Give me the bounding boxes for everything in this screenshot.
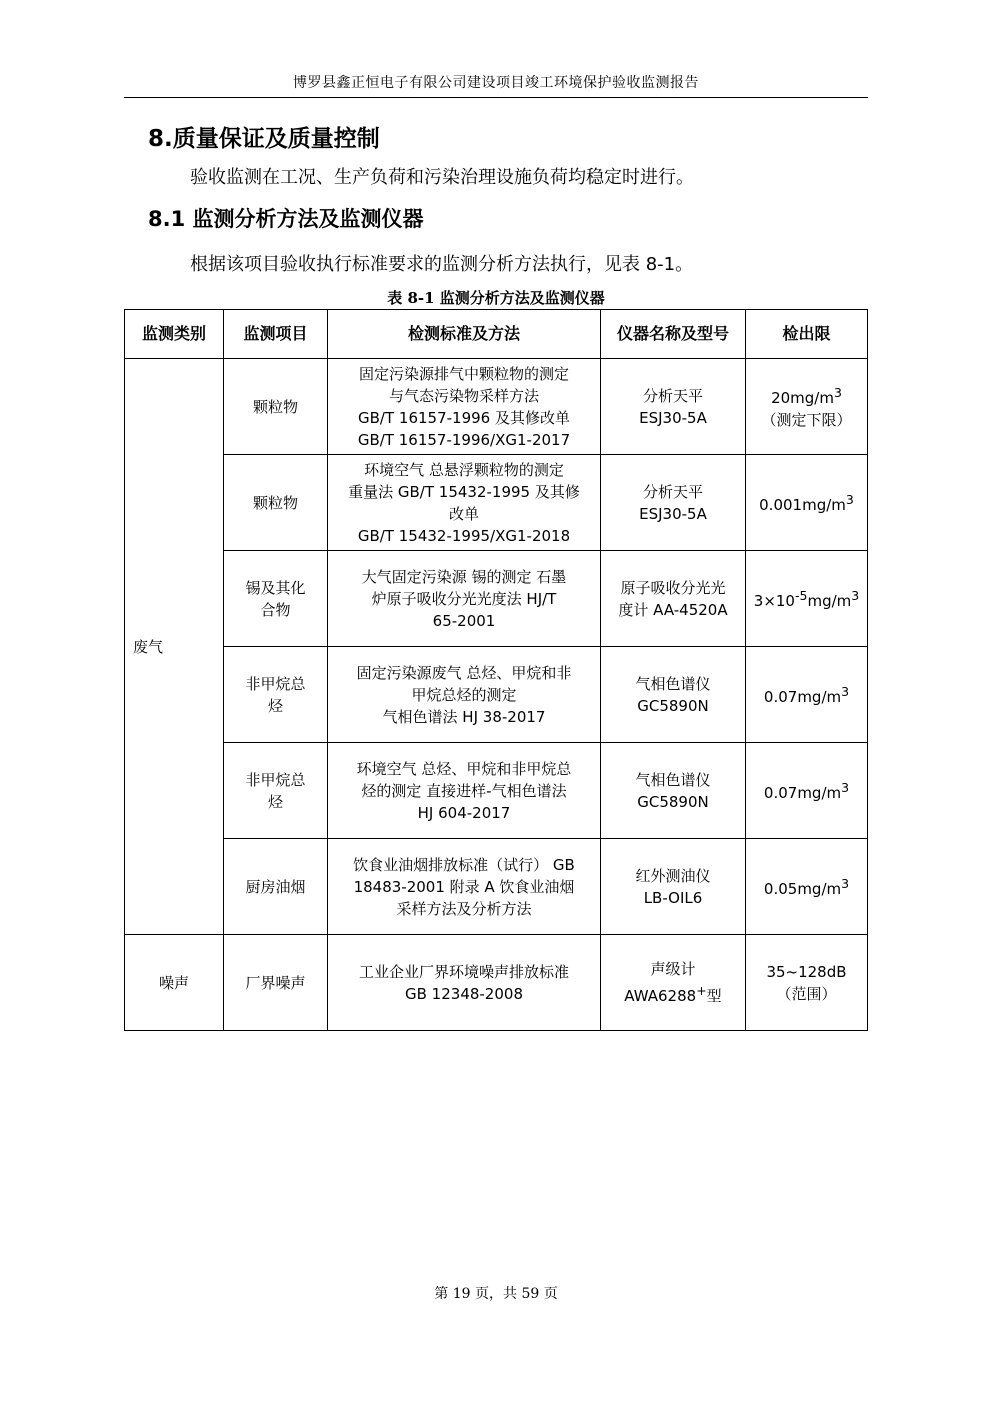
limit-text: 20mg/m (771, 389, 834, 407)
header-category: 监测类别 (125, 310, 224, 359)
limit-note: （测定下限） (761, 411, 852, 429)
limit-superscript: 3 (851, 588, 860, 603)
method-line: 大气固定污染源 锡的测定 石墨 (361, 567, 567, 586)
method-line: 炉原子吸收分光光度法 HJ/T (371, 589, 557, 608)
method-cell (328, 359, 601, 455)
item-cell (224, 647, 328, 743)
method-line: 饮食业油烟排放标准（试行） GB (353, 855, 575, 874)
instrument-name: 分析天平 (642, 482, 703, 501)
instrument-suffix: 型 (706, 987, 722, 1005)
instrument-name: 气相色谱仪 (635, 770, 711, 789)
method-line: 改单 (448, 504, 479, 523)
limit-superscript: 3 (845, 492, 854, 507)
method-line: 65-2001 (432, 611, 496, 630)
method-line: 烃的测定 直接进样-气相色谱法 (361, 781, 567, 800)
method-line: GB/T 16157-1996/XG1-2017 (357, 430, 571, 449)
limit-text: 0.05mg/m (763, 880, 842, 898)
instrument-cell (601, 647, 746, 743)
item-cell: 颗粒物 (224, 455, 328, 551)
limit-cell (746, 647, 868, 743)
category-cell-gas: 废气 (125, 359, 224, 935)
table-row (125, 935, 868, 1031)
table-row (125, 647, 868, 743)
instrument-name: 分析天平 (642, 386, 703, 405)
method-cell (328, 935, 601, 1031)
method-line: GB/T 15432-1995/XG1-2018 (357, 526, 571, 545)
item-cell (224, 551, 328, 647)
limit-cell (746, 743, 868, 839)
methods-table (124, 309, 868, 1031)
table-row (125, 455, 868, 551)
limit-cell (746, 455, 868, 551)
table-row (125, 839, 868, 935)
method-cell (328, 647, 601, 743)
section-paragraph: 验收监测在工况、生产负荷和污染治理设施负荷均稳定时进行。 (190, 167, 694, 188)
limit-note: （范围） (776, 984, 837, 1003)
instrument-name: 气相色谱仪 (635, 674, 711, 693)
limit-superscript: 3 (833, 385, 842, 400)
table-row (125, 551, 868, 647)
header-limit: 检出限 (746, 310, 868, 359)
header-method: 检测标准及方法 (328, 310, 601, 359)
header-instrument: 仪器名称及型号 (601, 310, 746, 359)
method-line: HJ 604-2017 (417, 803, 511, 822)
method-line: 环境空气 总烃、甲烷和非甲烷总 (356, 759, 572, 778)
table-row (125, 359, 868, 455)
table-row (125, 743, 868, 839)
method-cell (328, 551, 601, 647)
method-line: 重量法 GB/T 15432-1995 及其修 (348, 482, 580, 501)
instrument-model: LB-OIL6 (643, 888, 703, 907)
method-line: 固定污染源废气 总烃、甲烷和非 (356, 663, 572, 682)
subsection-title: 8.1 监测分析方法及监测仪器 (148, 207, 424, 231)
limit-value (752, 382, 861, 409)
item-line: 烃 (267, 696, 283, 715)
instrument-cell (601, 743, 746, 839)
category-cell-noise: 噪声 (125, 935, 224, 1031)
subsection-paragraph: 根据该项目验收执行标准要求的监测分析方法执行，见表 8-1。 (190, 254, 694, 275)
table-caption: 表 8-1 监测分析方法及监测仪器 (387, 289, 605, 307)
header-divider (124, 97, 868, 98)
table-header-row (125, 310, 868, 359)
method-cell (328, 455, 601, 551)
limit-text: 0.001mg/m (759, 496, 846, 514)
limit-superscript: 3 (841, 876, 850, 891)
method-line: 气相色谱法 HJ 38-2017 (382, 707, 546, 726)
item-line: 合物 (260, 600, 291, 619)
header-item: 监测项目 (224, 310, 328, 359)
method-line: 甲烷总烃的测定 (411, 685, 517, 704)
instrument-model: GC5890N (637, 792, 709, 811)
limit-cell (746, 551, 868, 647)
item-line: 锡及其化 (245, 578, 306, 597)
method-line: 与气态污染物采样方法 (388, 386, 539, 405)
instrument-model: ESJ30-5A (639, 408, 707, 427)
method-line: 固定污染源排气中颗粒物的测定 (358, 364, 569, 383)
instrument-model: 度计 AA-4520A (618, 600, 728, 619)
limit-text: 0.07mg/m (763, 688, 842, 706)
instrument-cell (601, 551, 746, 647)
item-line: 烃 (267, 792, 283, 811)
item-cell: 厂界噪声 (224, 935, 328, 1031)
method-cell (328, 743, 601, 839)
limit-superscript: 3 (841, 684, 850, 699)
limit-cell (746, 359, 868, 455)
method-line: GB/T 16157-1996 及其修改单 (358, 408, 570, 427)
instrument-model (607, 980, 739, 1007)
method-line: 18483-2001 附录 A 饮食业油烟 (353, 877, 575, 896)
limit-base: 3×10 (753, 592, 795, 610)
item-line: 非甲烷总 (245, 770, 306, 789)
method-line: GB 12348-2008 (405, 984, 523, 1003)
item-cell (224, 743, 328, 839)
method-line: 环境空气 总悬浮颗粒物的测定 (364, 460, 564, 479)
limit-unit: mg/m (807, 592, 852, 610)
limit-value: 35~128dB (766, 962, 847, 981)
section-title: 8.质量保证及质量控制 (148, 126, 380, 152)
instrument-cell (601, 455, 746, 551)
instrument-name: 原子吸收分光光 (620, 578, 726, 597)
instrument-name: 红外测油仪 (635, 866, 711, 885)
instrument-model: ESJ30-5A (639, 504, 707, 523)
instrument-model: GC5890N (637, 696, 709, 715)
page-footer: 第 19 页，共 59 页 (434, 1286, 558, 1302)
item-line: 非甲烷总 (245, 674, 306, 693)
limit-cell (746, 935, 868, 1031)
limit-exponent: -5 (794, 588, 808, 603)
limit-superscript: 3 (841, 780, 850, 795)
limit-cell (746, 839, 868, 935)
instrument-cell (601, 359, 746, 455)
page-header: 博罗县鑫正恒电子有限公司建设项目竣工环境保护验收监测报告 (293, 75, 699, 91)
instrument-superscript: + (696, 983, 707, 998)
instrument-name: 声级计 (650, 960, 696, 978)
limit-text: 0.07mg/m (763, 784, 842, 802)
instrument-model-text: AWA6288 (624, 987, 697, 1005)
instrument-cell (601, 839, 746, 935)
item-cell: 厨房油烟 (224, 839, 328, 935)
method-cell (328, 839, 601, 935)
item-cell: 颗粒物 (224, 359, 328, 455)
method-line: 采样方法及分析方法 (396, 899, 532, 918)
instrument-cell (601, 935, 746, 1031)
method-line: 工业企业厂界环境噪声排放标准 (358, 962, 569, 981)
